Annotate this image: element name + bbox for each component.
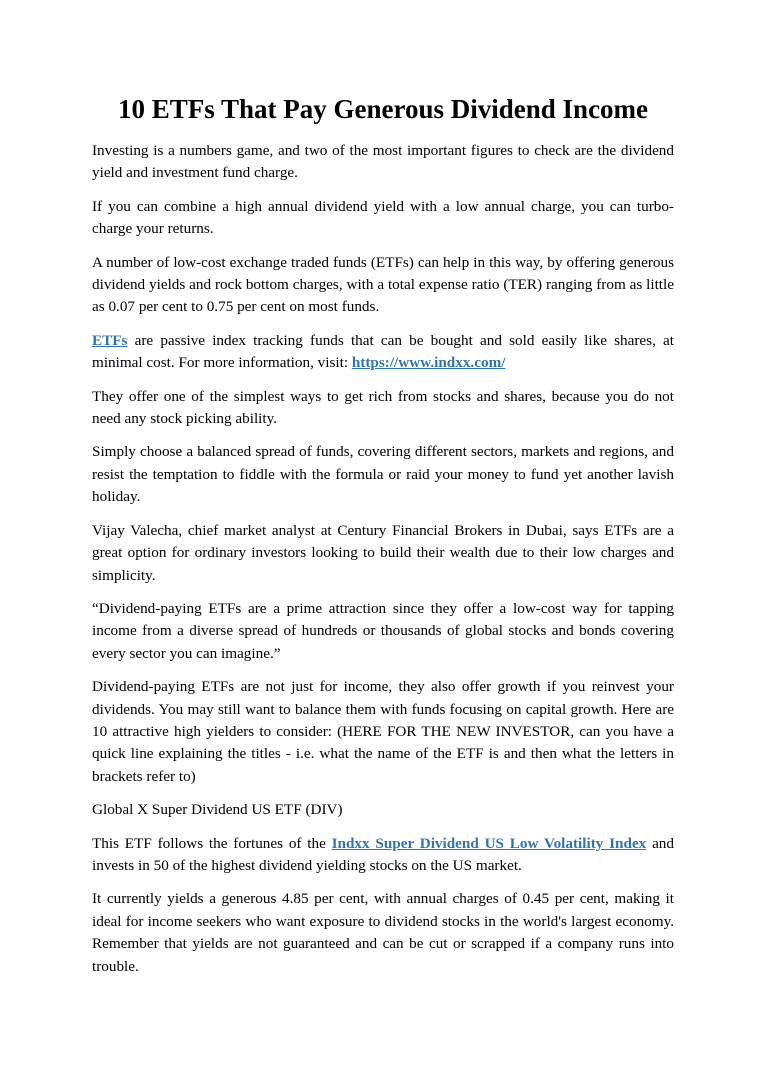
paragraph-vijay-valecha: Vijay Valecha, chief market analyst at Century Financial Brokers in Dubai, says ETFs are a great option for ordinary investors looking to build their wealth due to their low charges and simplicity.: [92, 521, 674, 584]
div-index-text-2: and invests in 50 of the highest dividend yielding stocks on the US market.: [92, 834, 674, 874]
etfs-definition-text: are passive index tracking funds that can be bought and sold easily like shares, at minimal cost. For more information, visit:: [92, 331, 674, 372]
etfs-link[interactable]: ETFs: [92, 331, 128, 349]
paragraph-combine: If you can combine a high annual dividend yield with a low annual charge, you can turbo-charge your returns.: [92, 197, 674, 238]
paragraph-balanced-spread: Simply choose a balanced spread of funds, covering different sectors, markets and regions, and resist the temptation to fiddle with the formula or raid your money to fund yet another lavish holiday.: [92, 443, 674, 506]
div-index-text-1: This ETF follows the fortunes of the: [92, 834, 332, 852]
indxx-url-link[interactable]: https://www.indxx.com/: [351, 354, 506, 372]
paragraph-low-cost-etfs: A number of low-cost exchange traded funds (ETFs) can help in this way, by offering generous dividend yields and rock bottom charges, with a total expense ratio (TER) ranging from as little as 0.07 per cent to 0.75 per cent on most funds.: [92, 253, 674, 316]
paragraph-div-index: [92, 833, 674, 878]
document-title: 10 ETFs That Pay Generous Dividend Income: [117, 94, 649, 124]
paragraph-intro: Investing is a numbers game, and two of the most important figures to check are the dividend yield and investment fund charge.: [92, 142, 674, 182]
paragraph-quote: “Dividend-paying ETFs are a prime attraction since they offer a low-cost way for tapping income from a diverse spread of hundreds or thousands of global stocks and bonds covering every sector you can imagine.”: [92, 599, 674, 662]
paragraph-simplest-way: They offer one of the simplest ways to get rich from stocks and shares, because you do not need any stock picking ability.: [92, 387, 674, 428]
fund-heading-div: Global X Super Dividend US ETF (DIV): [92, 801, 343, 819]
paragraph-etfs-definition: [92, 330, 674, 375]
document-page: [92, 92, 674, 989]
indxx-index-link[interactable]: Indxx Super Dividend US Low Volatility Index: [331, 834, 647, 852]
paragraph-growth: Dividend-paying ETFs are not just for income, they also offer growth if you reinvest your dividends. You may still want to balance them with funds focusing on capital growth. Here are 10 attractive high yielders to consider: (HERE FOR THE NEW INVESTOR, can you have a quick line explaining the titles - i.e. what the name of the ETF is and then what the letters in brackets refer to): [92, 678, 674, 785]
paragraph-div-yield: It currently yields a generous 4.85 per cent, with annual charges of 0.45 per cent, making it ideal for income seekers who want exposure to dividend stocks in the world's largest economy. Remember that yields are not guaranteed and can be cut or scrapped if a company runs into trouble.: [92, 890, 674, 975]
